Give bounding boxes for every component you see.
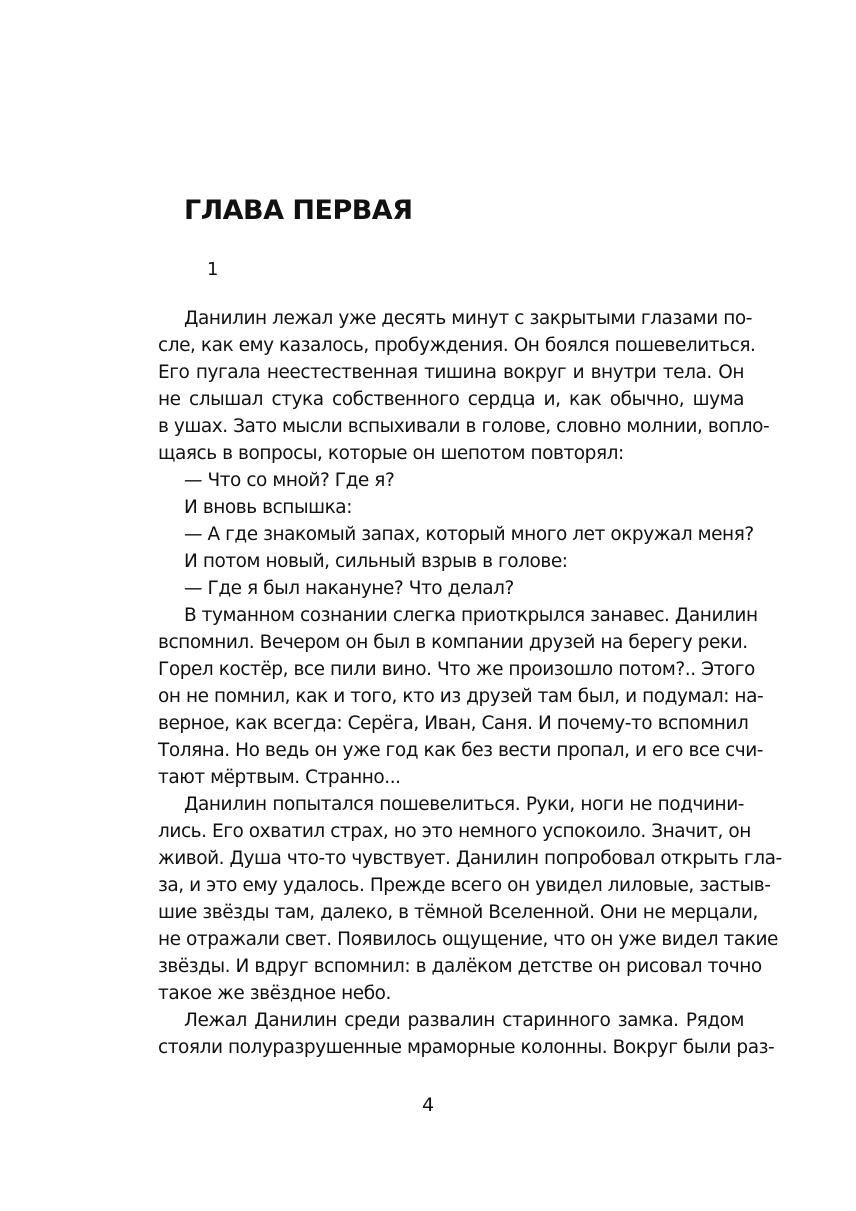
text-line: верное, как всегда: Серёга, Иван, Саня. И почему-то вспомнил <box>158 713 749 734</box>
text-line: вспомнил. Вечером он был в компании друзей на берегу реки. <box>158 632 748 653</box>
page-number: 4 <box>421 1094 435 1116</box>
text-line: Лежал Данилин среди развалин старинного замка. Рядом <box>184 1010 744 1031</box>
text-line: — А где знакомый запах, который много лет окружал меня? <box>184 524 754 545</box>
section-number: 1 <box>207 259 219 280</box>
text-line: Данилин попытался пошевелиться. Руки, ноги не подчини- <box>184 794 744 815</box>
text-line: В туманном сознании слегка приоткрылся занавес. Данилин <box>184 605 758 626</box>
text-line: Его пугала неестественная тишина вокруг и внутри тела. Он <box>158 362 744 383</box>
text-line: такое же звёздное небо. <box>158 983 391 1004</box>
text-line: — Где я был накануне? Что делал? <box>184 578 514 599</box>
text-line: стояли полуразрушенные мраморные колонны. Вокруг были раз- <box>158 1037 775 1058</box>
chapter-body-text <box>158 305 782 1061</box>
text-line: — Что со мной? Где я? <box>184 470 395 491</box>
text-line: И вновь вспышка: <box>184 497 352 518</box>
text-line: Данилин лежал уже десять минут с закрытыми глазами по- <box>184 308 752 329</box>
text-line: шие звёзды там, далеко, в тёмной Вселенной. Они не мерцали, <box>158 902 758 923</box>
text-line: он не помнил, как и того, кто из друзей там был, и подумал: на- <box>158 686 764 707</box>
text-line: не отражали свет. Появилось ощущение, что он уже видел такие <box>158 929 778 950</box>
chapter-title: ГЛАВА ПЕРВАЯ <box>184 195 413 226</box>
text-line: звёзды. И вдруг вспомнил: в далёком детстве он рисовал точно <box>158 956 762 977</box>
text-line: лись. Его охватил страх, но это немного успокоило. Значит, он <box>158 821 751 842</box>
text-line: И потом новый, сильный взрыв в голове: <box>184 551 568 572</box>
text-line: Толяна. Но ведь он уже год как без вести пропал, и его все счи- <box>158 740 763 761</box>
text-line: тают мёртвым. Странно... <box>158 767 401 788</box>
text-line: живой. Душа что-то чувствует. Данилин попробовал открыть гла- <box>158 848 782 869</box>
text-line: за, и это ему удалось. Прежде всего он увидел лиловые, застыв- <box>158 875 771 896</box>
text-line: сле, как ему казалось, пробуждения. Он боялся пошевелиться. <box>158 335 756 356</box>
text-line: не слышал стука собственного сердца и, как обычно, шума <box>158 389 744 410</box>
text-line: Горел костёр, все пили вино. Что же произошло потом?.. Этого <box>158 659 755 680</box>
text-line: в ушах. Зато мысли вспыхивали в голове, словно молнии, вопло- <box>158 416 770 437</box>
text-line: щаясь в вопросы, которые он шепотом повторял: <box>158 443 624 464</box>
